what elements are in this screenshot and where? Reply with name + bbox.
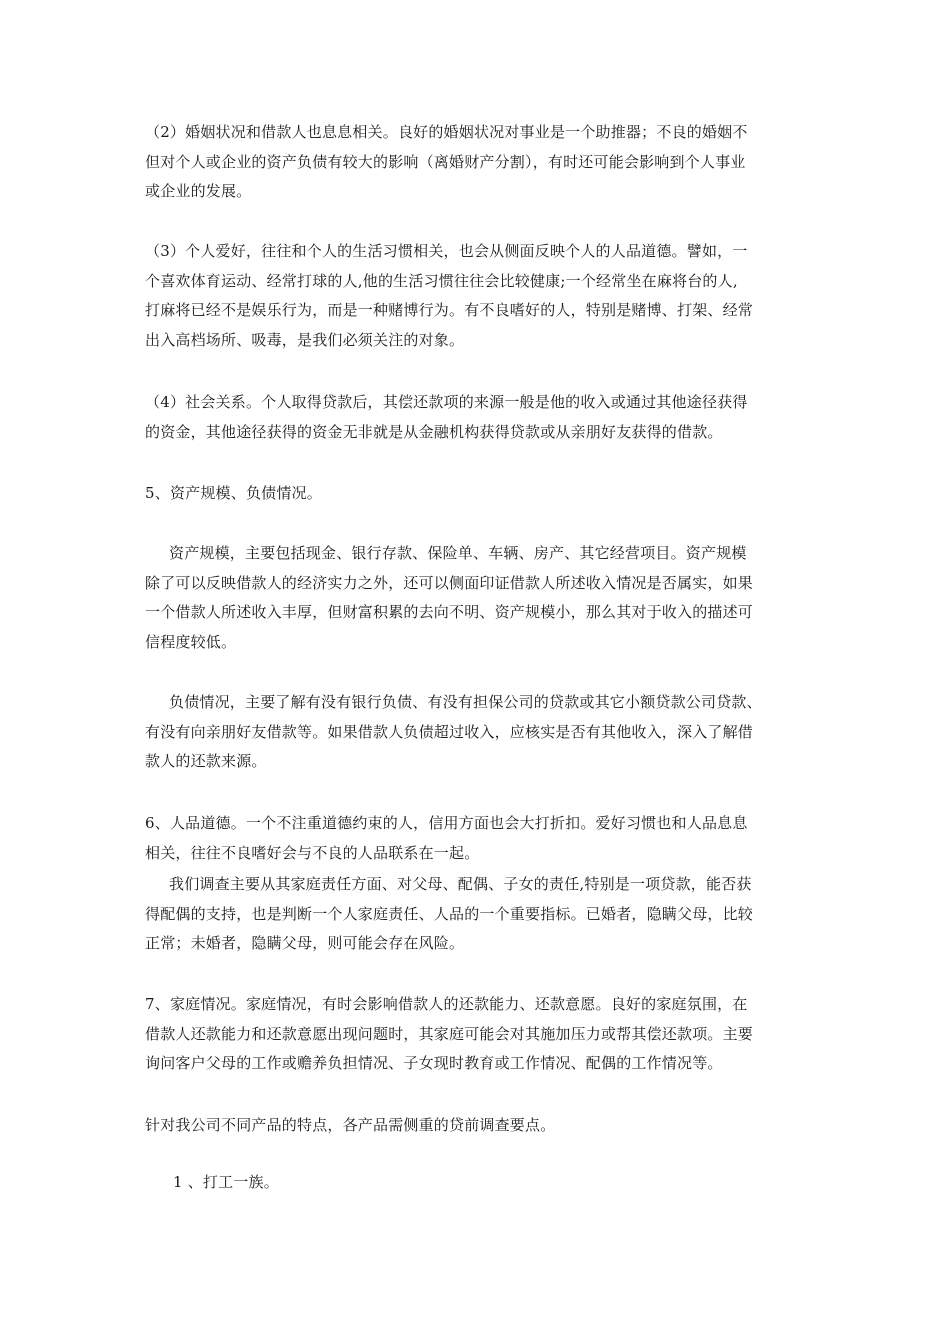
text-line: 6、人品道德。一个不注重道德约束的人，信用方面也会大打折扣。爱好习惯也和人品息息 xyxy=(145,814,748,832)
text-line: 1 、打工一族。 xyxy=(173,1173,279,1191)
text-line: 打麻将已经不是娱乐行为，而是一种赌博行为。有不良嗜好的人，特别是赌博、打架、经常 xyxy=(145,301,754,319)
text-line: 我们调查主要从其家庭责任方面、对父母、配偶、子女的责任,特别是一项贷款，能否获 xyxy=(169,875,752,893)
text-line: 正常；未婚者，隐瞒父母，则可能会存在风险。 xyxy=(145,934,465,952)
text-line: 询问客户父母的工作或赡养负担情况、子女现时教育或工作情况、配偶的工作情况等。 xyxy=(145,1054,723,1072)
text-line: 负债情况，主要了解有没有银行负债、有没有担保公司的贷款或其它小额贷款公司贷款、 xyxy=(169,693,762,711)
text-line: 相关，往往不良嗜好会与不良的人品联系在一起。 xyxy=(145,843,480,862)
text-line: 5、资产规模、负债情况。 xyxy=(145,484,322,502)
paragraph-assets xyxy=(145,539,810,657)
text-line: 个喜欢体育运动、经常打球的人,他的生活习惯往往会比较健康;一个经常坐在麻将台的人, xyxy=(145,271,738,290)
paragraph-hobby xyxy=(145,237,810,355)
paragraph-debt xyxy=(145,688,810,777)
text-line: 资产规模，主要包括现金、银行存款、保险单、车辆、房产、其它经营项目。资产规模 xyxy=(169,544,747,562)
text-line: 有没有向亲朋好友借款等。如果借款人负债超过收入，应核实是否有其他收入，深入了解借 xyxy=(145,722,754,741)
paragraph-family-responsibility xyxy=(145,870,810,959)
section-heading-7 xyxy=(145,990,810,1079)
text-line: 得配偶的支持，也是判断一个人家庭责任、人品的一个重要指标。已婚者，隐瞒父母，比较 xyxy=(145,904,754,923)
paragraph-products xyxy=(145,1111,810,1141)
text-line: 的资金，其他途径获得的资金无非就是从金融机构获得贷款或从亲朋好友获得的借款。 xyxy=(145,422,723,441)
text-line: 7、家庭情况。家庭情况，有时会影响借款人的还款能力、还款意愿。良好的家庭氛围，在 xyxy=(145,995,748,1013)
text-line: 一个借款人所述收入丰厚，但财富积累的去向不明、资产规模小，那么其对于收入的描述可 xyxy=(145,603,754,621)
section-heading-6 xyxy=(145,809,810,868)
text-line: 借款人还款能力和还款意愿出现问题时，其家庭可能会对其施加压力或帮其偿还款项。主要 xyxy=(145,1024,754,1043)
text-line: 针对我公司不同产品的特点，各产品需侧重的贷前调查要点。 xyxy=(145,1116,556,1134)
text-line: （2）婚姻状况和借款人也息息相关。良好的婚姻状况对事业是一个助推器；不良的婚姻不 xyxy=(145,123,748,141)
text-line: 或企业的发展。 xyxy=(145,182,252,200)
list-item-1 xyxy=(145,1168,810,1198)
text-line: 款人的还款来源。 xyxy=(145,752,267,770)
text-line: 信程度较低。 xyxy=(145,632,237,651)
paragraph-marriage xyxy=(145,118,810,207)
text-line: 除了可以反映借款人的经济实力之外，还可以侧面印证借款人所述收入情况是否属实，如果 xyxy=(145,573,754,592)
text-line: （4）社会关系。个人取得贷款后，其偿还款项的来源一般是他的收入或通过其他途径获得 xyxy=(145,393,748,411)
section-heading-5 xyxy=(145,479,810,509)
paragraph-social xyxy=(145,388,810,447)
text-line: 出入高档场所、吸毒，是我们必须关注的对象。 xyxy=(145,330,465,349)
text-line: （3）个人爱好，往往和个人的生活习惯相关，也会从侧面反映个人的人品道德。譬如，一 xyxy=(145,242,748,260)
text-line: 但对个人或企业的资产负债有较大的影响（离婚财产分割），有时还可能会影响到个人事业 xyxy=(145,152,746,171)
